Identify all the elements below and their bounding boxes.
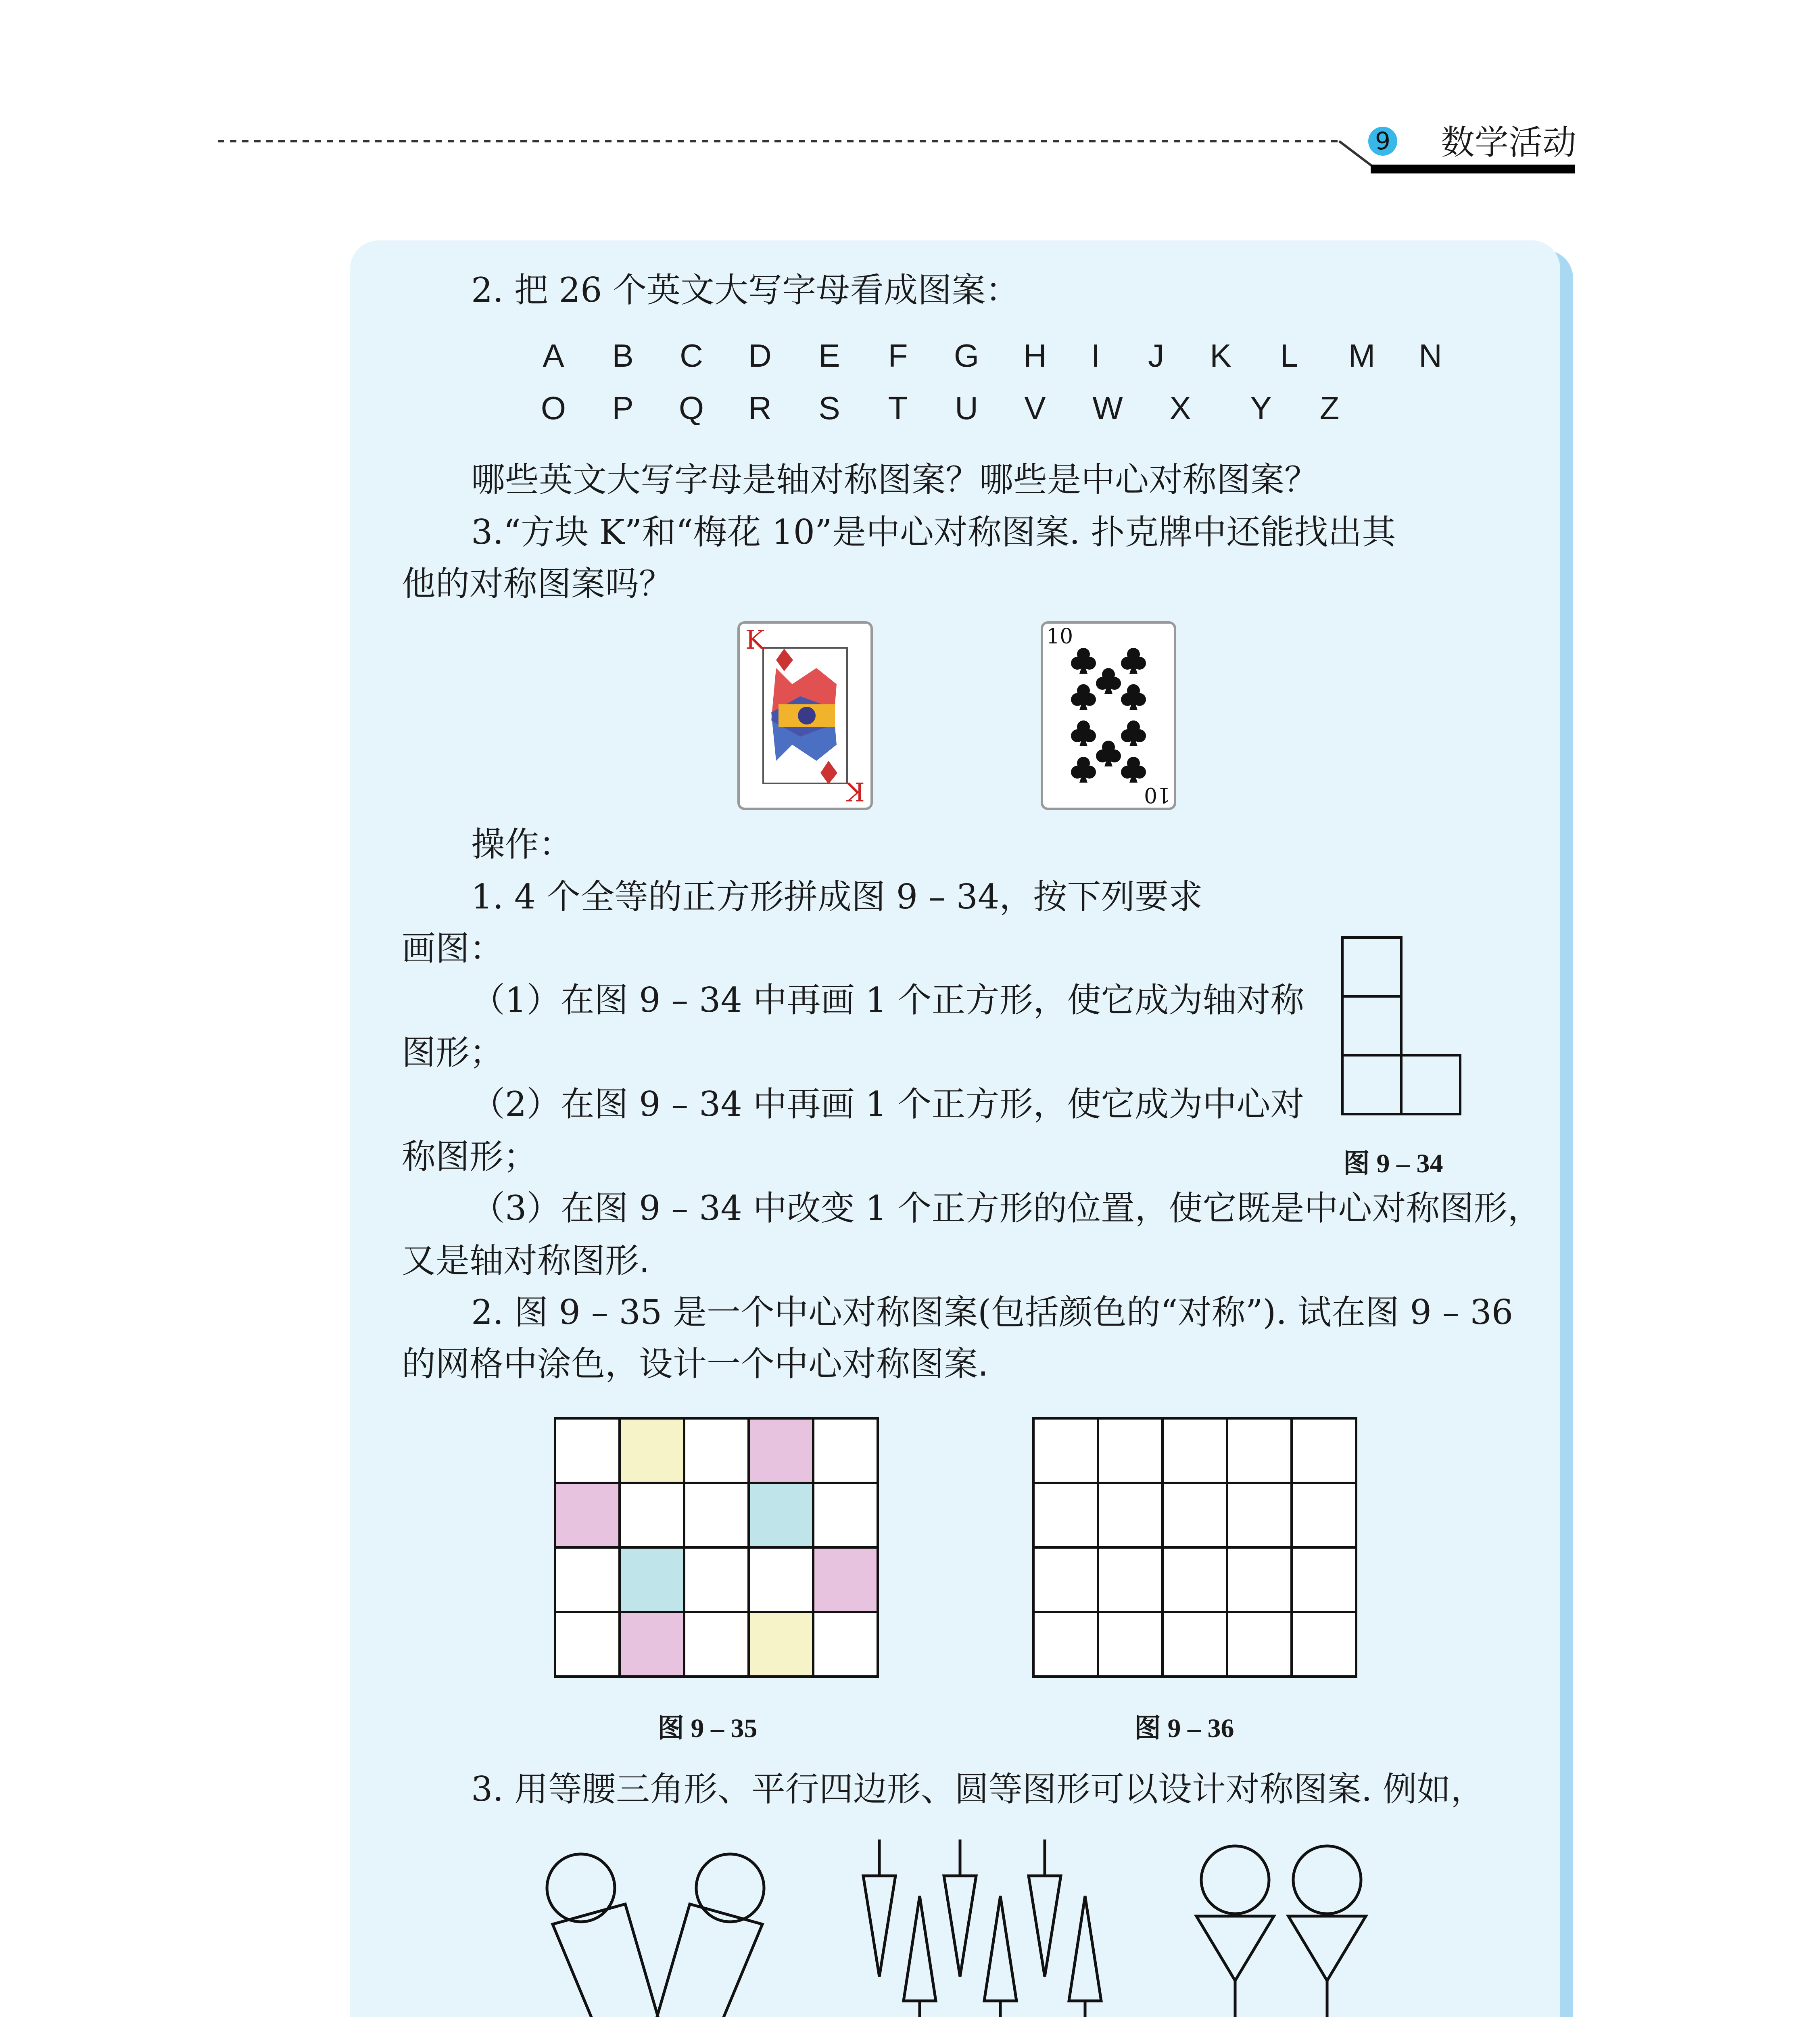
op-item2-line1: 2. 图 9 – 35 是一个中心对称图案(包括颜色的“对称”). 试在图 9 – 36 <box>471 1292 1513 1332</box>
grid-cell <box>813 1612 878 1677</box>
figure-9-35 <box>551 1414 882 1681</box>
grid-cell <box>555 1612 620 1677</box>
grid-cell <box>813 1547 878 1612</box>
fig34-square <box>1342 996 1401 1055</box>
op-item1-line1: 1. 4 个全等的正方形拼成图 9 – 34，按下列要求 <box>471 877 1203 917</box>
grid-cell <box>684 1547 749 1612</box>
grid-cell <box>684 1418 749 1483</box>
letter: Z <box>1319 390 1340 426</box>
letter: I <box>1091 338 1100 374</box>
grid-cell <box>1098 1483 1163 1547</box>
section2-question: 哪些英文大写字母是轴对称图案？哪些是中心对称图案？ <box>471 460 1319 499</box>
grid-cell <box>1227 1612 1292 1677</box>
grid-cell <box>1292 1418 1356 1483</box>
grid-cell <box>1227 1418 1292 1483</box>
club-icon <box>1071 720 1096 746</box>
grid-cell <box>1227 1483 1292 1547</box>
grid-cell <box>749 1612 813 1677</box>
club-icon <box>1121 648 1146 674</box>
letter: L <box>1280 338 1298 374</box>
grid-cell <box>813 1483 878 1547</box>
letter: Y <box>1250 390 1272 426</box>
card-ten-of-clubs <box>1041 621 1176 810</box>
op-item2-line2: 的网格中涂色，设计一个中心对称图案. <box>402 1344 989 1384</box>
figure-9-34 <box>1335 932 1464 1121</box>
grid-cell <box>1227 1547 1292 1612</box>
grid-cell <box>1098 1547 1163 1612</box>
grid-cell <box>1292 1547 1356 1612</box>
ten-rank-bottom: 10 <box>1144 783 1171 807</box>
letter: X <box>1169 390 1191 426</box>
op-sub3-line2: 又是轴对称图形. <box>402 1241 650 1280</box>
grid-cell <box>620 1612 684 1677</box>
op-sub1-line2: 图形； <box>402 1033 504 1072</box>
letter: N <box>1419 338 1442 374</box>
letter: A <box>543 338 564 374</box>
letter: G <box>954 338 979 374</box>
fig34-caption: 图 9 – 34 <box>1343 1149 1443 1178</box>
figure-9-36 <box>1029 1414 1360 1681</box>
card-king-of-diamonds <box>737 621 873 810</box>
grid-cell <box>1292 1612 1356 1677</box>
op-sub2-line2: 称图形； <box>402 1137 538 1176</box>
op-item3-line: 3. 用等腰三角形、平行四边形、圆等图形可以设计对称图案. 例如， <box>471 1769 1485 1809</box>
chapter-badge <box>1368 127 1397 156</box>
chapter-number: 9 <box>1375 127 1391 155</box>
grid-cell <box>555 1547 620 1612</box>
grid-cell <box>1033 1483 1098 1547</box>
letter: V <box>1024 390 1046 426</box>
grid-cell <box>1033 1547 1098 1612</box>
grid-cell <box>1163 1612 1227 1677</box>
fig34-square <box>1342 1055 1401 1114</box>
grid-cell <box>1098 1418 1163 1483</box>
letter: Q <box>678 390 704 426</box>
letter: K <box>1210 338 1231 374</box>
letter: T <box>888 390 908 426</box>
king-rank-top: K <box>745 625 765 655</box>
example-ice-cream <box>1182 1831 1375 2017</box>
grid-cell <box>1098 1612 1163 1677</box>
club-icon <box>1096 741 1121 766</box>
letter: E <box>818 338 840 374</box>
ten-rank-top: 10 <box>1046 624 1073 649</box>
grid-cell <box>1163 1547 1227 1612</box>
club-icon <box>1096 668 1121 694</box>
club-icon <box>1121 757 1146 783</box>
fig34-square <box>1401 1055 1460 1114</box>
clubs-pips <box>1043 624 1174 808</box>
letter: H <box>1023 338 1047 374</box>
fig36-caption: 图 9 – 36 <box>1134 1714 1234 1743</box>
op-sub1-line1: （1）在图 9 – 34 中再画 1 个正方形，使它成为轴对称 <box>471 980 1304 1020</box>
letter: M <box>1348 338 1375 374</box>
king-rank-bottom: K <box>845 776 865 806</box>
letter: U <box>955 390 978 426</box>
club-icon <box>1071 757 1096 783</box>
section3-line2: 他的对称图案吗？ <box>402 564 673 603</box>
letter: P <box>612 390 634 426</box>
fig35-caption: 图 9 – 35 <box>657 1714 758 1743</box>
grid-cell <box>1163 1483 1227 1547</box>
grid-cell <box>684 1612 749 1677</box>
grid-cell <box>749 1483 813 1547</box>
grid-cell <box>555 1418 620 1483</box>
letter: D <box>748 338 772 374</box>
letter: O <box>541 390 566 426</box>
grid-cell <box>620 1483 684 1547</box>
letter: J <box>1148 338 1164 374</box>
grid-cell <box>684 1483 749 1547</box>
grid-cell <box>813 1418 878 1483</box>
grid-cell <box>749 1418 813 1483</box>
op-sub3-line1: （3）在图 9 – 34 中改变 1 个正方形的位置，使它既是中心对称图形， <box>471 1188 1542 1228</box>
section3-line1: 3.“方块 K”和“梅花 10”是中心对称图案. 扑克牌中还能找出其 <box>471 512 1396 552</box>
op-sub2-line1: （2）在图 9 – 34 中再画 1 个正方形，使它成为中心对 <box>471 1084 1304 1124</box>
operations-title: 操作： <box>471 825 573 864</box>
letter: F <box>888 338 908 374</box>
chapter-title: 数学活动 <box>1441 123 1577 162</box>
example-tree-planting <box>847 1831 1113 2017</box>
grid-cell <box>1033 1612 1098 1677</box>
letter: C <box>680 338 703 374</box>
club-icon <box>1121 720 1146 746</box>
letter: W <box>1092 390 1123 426</box>
fig34-square <box>1342 938 1401 996</box>
grid-cell <box>620 1547 684 1612</box>
club-icon <box>1071 684 1096 710</box>
club-icon <box>1121 684 1146 710</box>
letter: R <box>748 390 772 426</box>
letter: S <box>818 390 840 426</box>
op-item1-line2: 画图： <box>402 929 504 968</box>
grid-cell <box>620 1418 684 1483</box>
letter: B <box>612 338 634 374</box>
club-icon <box>1071 648 1096 674</box>
grid-cell <box>1292 1483 1356 1547</box>
grid-cell <box>1163 1418 1227 1483</box>
grid-cell <box>555 1483 620 1547</box>
grid-cell <box>749 1547 813 1612</box>
section2-prompt: 2. 把 26 个英文大写字母看成图案： <box>471 270 1020 310</box>
grid-cell <box>1033 1418 1098 1483</box>
example-reading <box>536 1840 779 2017</box>
